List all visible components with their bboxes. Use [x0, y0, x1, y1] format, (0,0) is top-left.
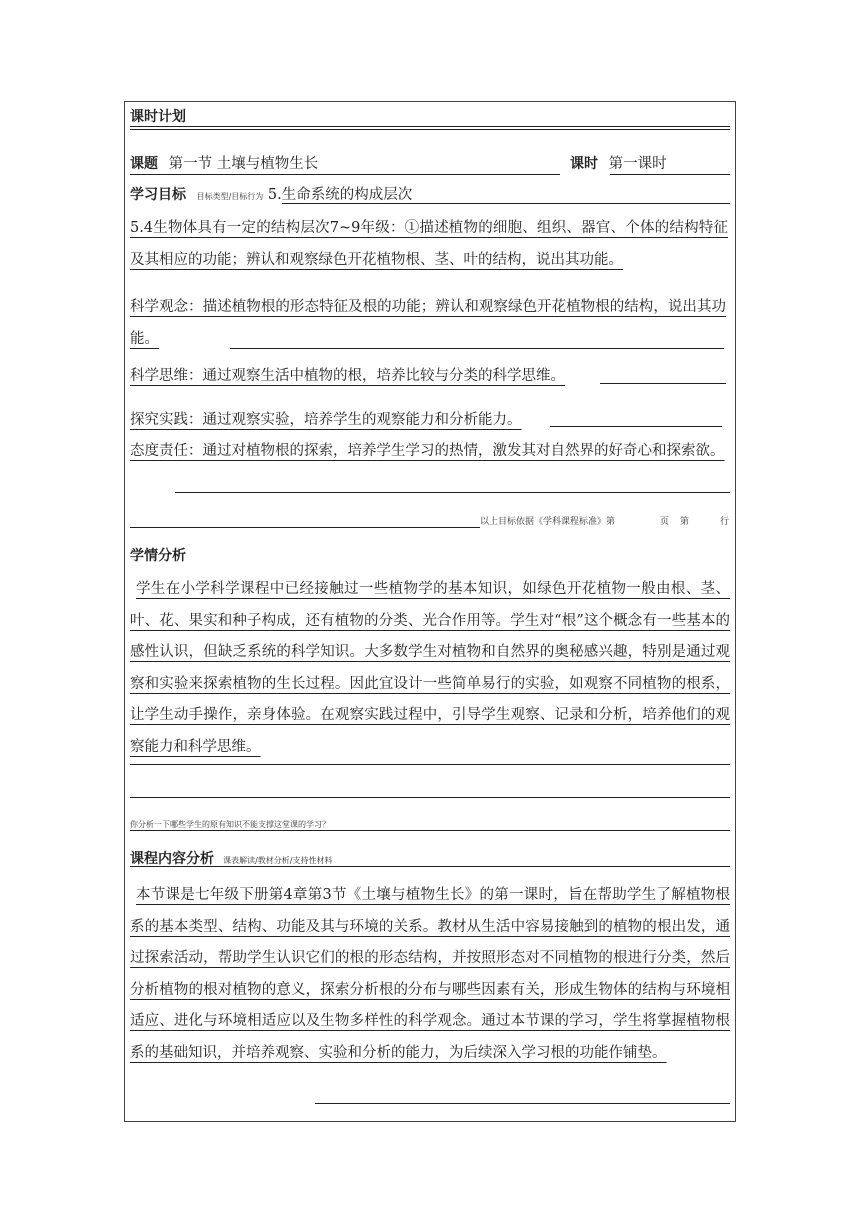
standard-title-underline [282, 203, 730, 204]
topic-row [130, 152, 730, 174]
objectives-label: 学习目标 [130, 187, 186, 203]
content-analysis-label-row [130, 848, 730, 868]
student-analysis-rule-2 [130, 797, 730, 798]
content-analysis-label: 课程内容分析 [130, 851, 214, 867]
lesson-plan-header: 课时计划 [130, 109, 186, 125]
student-analysis-question: 你分析一下哪些学生的原有知识不能支撑这堂课的学习？ [130, 820, 330, 829]
topic-value: 第一节 土壤与植物生长 [168, 156, 319, 172]
basis-line: 行 [720, 517, 730, 527]
topic-underline [130, 174, 560, 175]
inquiry-practice: 探究实践：通过观察实验，培养学生的观察能力和分析能力。 [130, 412, 522, 428]
basis-page: 页 [660, 517, 670, 527]
objectives-label-row [130, 183, 730, 205]
content-analysis-note: 课表解读/教材分析/支持性材料 [223, 856, 333, 865]
period-value: 第一课时 [608, 156, 667, 172]
header-rule [130, 126, 730, 127]
content-analysis-text: 本节课是七年级下册第4章第3节《土壤与植物生长》的第一课时，旨在帮助学生了解植物根系的基本类型、结构、功能及其与环境的关系。教材从生活中容易接触到的植物的根出发，通过探索活动，帮助学生认识它们的根的形态结构，并按照形态对不同植物的根进行分类，然后分析植物的根对植物的意义，探索分析根的分布与哪些因素有关，形成生物体的结构与环境相适应、进化与环境相适应以及生物多样性的科学观念。通过本节课的学习，学生将掌握植物根系的基础知识，并培养观察、实验和分析的能力，为后续深入学习根的功能作铺垫。 [130, 887, 730, 1061]
topic-label: 课题 [130, 156, 158, 172]
basis-row [130, 514, 730, 528]
content-analysis-rule [130, 866, 730, 867]
student-analysis-text: 学生在小学科学课程中已经接触过一些植物学的基本知识，如绿色开花植物一般由根、茎、叶、花、果实和种子构成，还有植物的分类、光合作用等。学生对“根”这个概念有一些基本的感性认识，但缺乏系统的科学知识。大多数学生对植物和自然界的奥秘感兴趣，特别是通过观察和实验来探索植物的生长过程。因此宜设计一些简单易行的实验，如观察不同植物的根系，让学生动手操作，亲身体验。在观察实践过程中，引导学生观察、记录和分析，培养他们的观察能力和科学思维。 [130, 581, 730, 755]
science-concept: 科学观念：描述植物根的形态特征及根的功能；辨认和观察绿色开花植物根的结构，说出其功能。 [130, 299, 726, 347]
attitude: 态度责任：通过对植物根的探索，培养学生学习的热情，激发其对自然界的好奇心和探索欲。 [130, 443, 725, 459]
attitude-fill [175, 492, 730, 493]
basis-mid: 第 [680, 517, 690, 527]
period-label: 课时 [570, 156, 598, 172]
objectives-type-note: 目标类型/目标行为 [196, 192, 264, 201]
standard-text: 5.4生物体具有一定的结构层次7~9年级：①描述植物的细胞、组织、器官、个体的结构特征及其相应的功能；辨认和观察绿色开花植物根、茎、叶的结构，说出其功能。 [130, 220, 728, 268]
content-analysis-fill [315, 1103, 730, 1104]
science-concept-fill [230, 348, 724, 349]
science-thinking: 科学思维：通过观察生活中植物的根，培养比较与分类的科学思维。 [130, 368, 565, 384]
period-underline [610, 174, 730, 175]
student-analysis-label: 学情分析 [130, 548, 186, 564]
standard-title: 5.生命系统的构成层次 [267, 187, 413, 203]
science-thinking-fill [600, 383, 726, 384]
question-rule [130, 830, 730, 831]
student-analysis-rule-1 [130, 764, 730, 765]
header-rule-2 [130, 129, 730, 130]
inquiry-practice-fill [550, 426, 722, 427]
basis-prefix: 以上目标依据《学科课程标准》第 [480, 517, 616, 527]
